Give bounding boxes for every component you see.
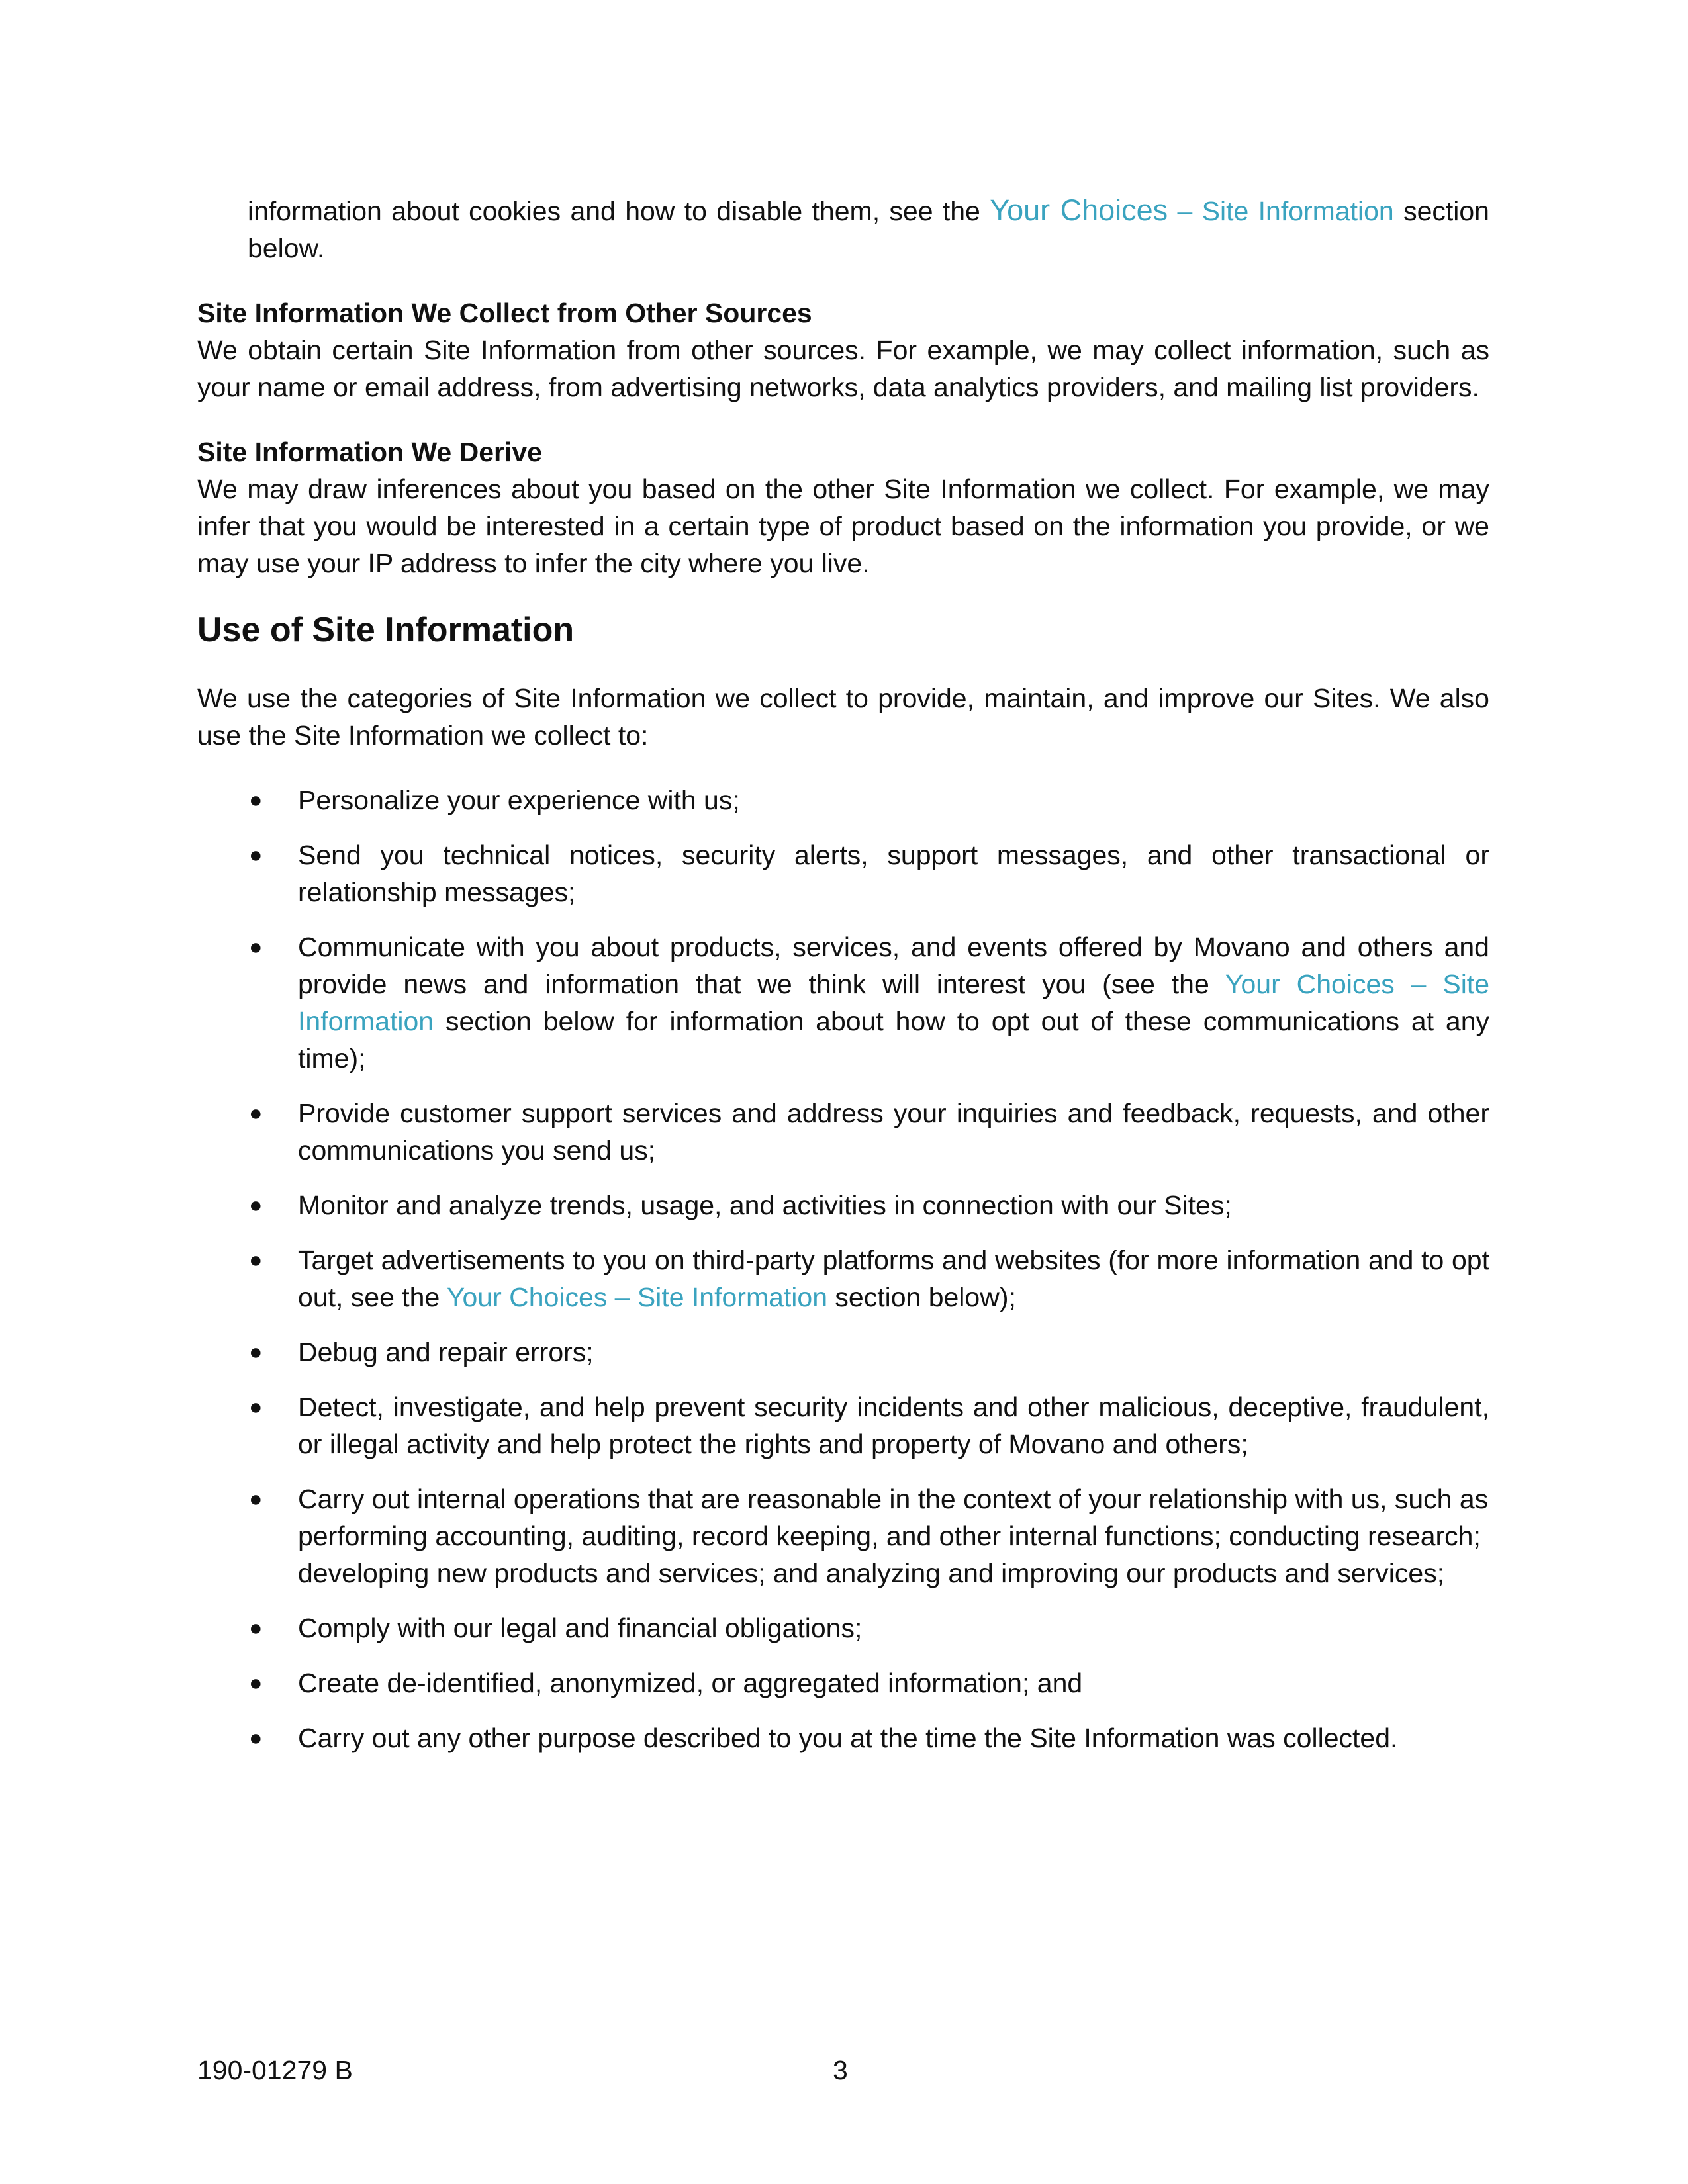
list-item-text: Detect, investigate, and help prevent security incidents and other malicious, deceptive, fraudulent, or illegal activity and help protect the rights and property of Movano and others; — [298, 1392, 1489, 1459]
other-sources-section — [197, 295, 1489, 406]
list-item — [197, 1719, 1489, 1756]
other-sources-heading: Site Information We Collect from Other Sources — [197, 298, 812, 328]
bullet-icon: ● — [249, 1486, 263, 1512]
list-item-text: Monitor and analyze trends, usage, and activities in connection with our Sites; — [298, 1190, 1232, 1220]
continued-paragraph — [248, 192, 1489, 267]
list-item — [197, 1388, 1489, 1463]
bullet-icon: ● — [249, 842, 263, 868]
list-item — [197, 1480, 1489, 1592]
bullet-icon: ● — [249, 1394, 263, 1420]
bullet-icon: ● — [249, 1248, 263, 1273]
continued-text: information about cookies and how to disable them, see the — [248, 196, 990, 226]
site-information-link[interactable]: – Site Information — [1168, 196, 1394, 226]
list-item-text: Carry out any other purpose described to you at the time the Site Information was collected. — [298, 1723, 1398, 1753]
list-item-text: Communicate with you about products, services, and events offered by Movano and others and provide news and information that we think will interest you (see the — [298, 932, 1489, 999]
bullet-icon: ● — [249, 1670, 263, 1696]
list-item — [197, 1664, 1489, 1702]
list-item-text: Personalize your experience with us; — [298, 785, 740, 815]
bullet-icon: ● — [249, 1193, 263, 1218]
list-item — [197, 1242, 1489, 1316]
use-heading: Use of Site Information — [197, 611, 575, 649]
list-item-text: Carry out internal operations that are reasonable in the context of your relationship with us, such as performing accounting, auditing, record keeping, and other internal functions; conducting research; developing new products and services; and analyzing and improving our products and services; — [298, 1484, 1489, 1588]
derive-body: We may draw inferences about you based on the other Site Information we collect. For example, we may infer that you would be interested in a certain type of product based on the information you provide, or we may use your IP address to infer the city where you live. — [197, 474, 1489, 578]
list-item — [197, 929, 1489, 1077]
bullet-icon: ● — [249, 788, 263, 813]
your-choices-link[interactable]: Your Choices — [990, 193, 1168, 227]
list-item-text-end: section below for information about how to opt out of these communications at any time); — [298, 1006, 1489, 1073]
list-item-text: Create de-identified, anonymized, or aggregated information; and — [298, 1668, 1083, 1698]
list-item-text: Send you technical notices, security alerts, support messages, and other transactional or relationship messages; — [298, 840, 1489, 907]
use-intro: We use the categories of Site Information we collect to provide, maintain, and improve our Sites. We also use the Site Information we collect to: — [197, 683, 1489, 751]
list-item-text: Target advertisements to you on third-party platforms and websites (for more information and to opt out, see the — [298, 1245, 1489, 1312]
your-choices-site-information-link[interactable]: Your Choices – Site Information — [446, 1282, 828, 1312]
list-item-text: Debug and repair errors; — [298, 1337, 594, 1367]
derive-section — [197, 433, 1489, 582]
list-item — [197, 837, 1489, 911]
use-list — [197, 782, 1489, 1756]
list-item — [197, 1334, 1489, 1371]
bullet-icon: ● — [249, 1340, 263, 1365]
bullet-icon: ● — [249, 934, 263, 960]
page-number: 3 — [833, 2055, 848, 2085]
document-id: 190-01279 B — [197, 2055, 353, 2085]
bullet-icon: ● — [249, 1725, 263, 1751]
bullet-icon: ● — [249, 1101, 263, 1126]
document-page — [197, 192, 1489, 1774]
derive-heading: Site Information We Derive — [197, 437, 542, 467]
continued-text-end: section below. — [248, 196, 1489, 263]
list-item — [197, 1610, 1489, 1647]
list-item-text: Provide customer support services and address your inquiries and feedback, requests, and other communications you send us; — [298, 1098, 1489, 1165]
list-item — [197, 1095, 1489, 1169]
list-item-text-end: section below); — [827, 1282, 1016, 1312]
list-item — [197, 782, 1489, 819]
your-choices-site-information-link[interactable]: Your Choices – Site Information — [298, 969, 1489, 1036]
list-item-text: Comply with our legal and financial obligations; — [298, 1613, 863, 1643]
list-item — [197, 1187, 1489, 1224]
bullet-icon: ● — [249, 1615, 263, 1641]
other-sources-body: We obtain certain Site Information from other sources. For example, we may collect information, such as your name or email address, from advertising networks, data analytics providers, and mailing list providers. — [197, 335, 1489, 402]
